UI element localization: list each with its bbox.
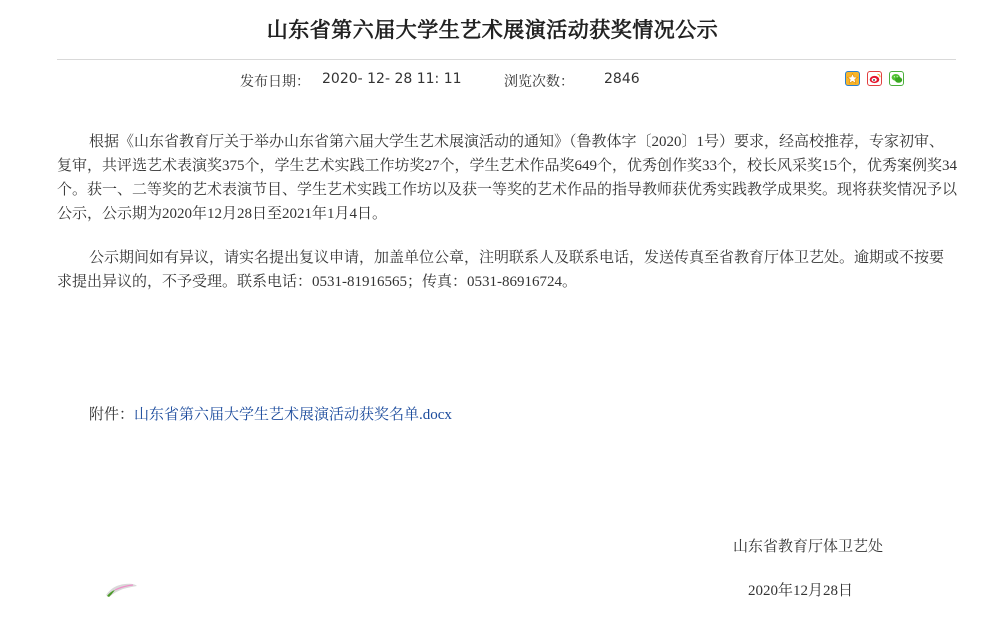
weibo-icon[interactable] (867, 71, 882, 86)
signature-date: 2020年12月28日 (748, 583, 854, 599)
decorative-brush-icon (103, 575, 139, 599)
page-title: 山东省第六届大学生艺术展演活动获奖情况公示 (266, 18, 719, 42)
attachment-row (89, 403, 452, 427)
body-paragraph: 公示期间如有异议，请实名提出复议申请，加盖单位公章，注明联系人及联系电话，发送传真至省教育厅体卫艺处。逾期或不按要求提出异议的，不予受理。联系电话：0531-81916565；传真：0531-86916724。 (57, 250, 945, 290)
view-count-value: 2846 (604, 71, 640, 87)
body-paragraph: 根据《山东省教育厅关于举办山东省第六届大学生艺术展演活动的通知》（鲁教体字〔2020〕1号）要求，经高校推荐，专家初审、复审，共评选艺术表演奖375个，学生艺术实践工作坊奖27个，学生艺术作品奖649个，优秀创作奖33个，校长风采奖15个，优秀案例奖34个。获一、二等奖的艺术表演节目、学生艺术实践工作坊以及获一等奖的艺术作品的指导教师获优秀实践教学成果奖。现将获奖情况予以公示，公示期为2020年12月28日至2021年1月4日。 (57, 134, 958, 222)
view-count-label: 浏览次数： (504, 74, 574, 90)
attachment-label: 附件： (89, 407, 135, 423)
title-divider (57, 59, 956, 60)
publish-date-value: 2020- 12- 28 11: 11 (322, 71, 462, 87)
qzone-icon[interactable] (845, 71, 860, 86)
wechat-icon[interactable] (889, 71, 904, 86)
attachment-link[interactable]: 山东省第六届大学生艺术展演活动获奖名单.docx (134, 407, 452, 423)
publish-date-label: 发布日期： (240, 74, 310, 90)
signature-org: 山东省教育厅体卫艺处 (733, 539, 884, 555)
